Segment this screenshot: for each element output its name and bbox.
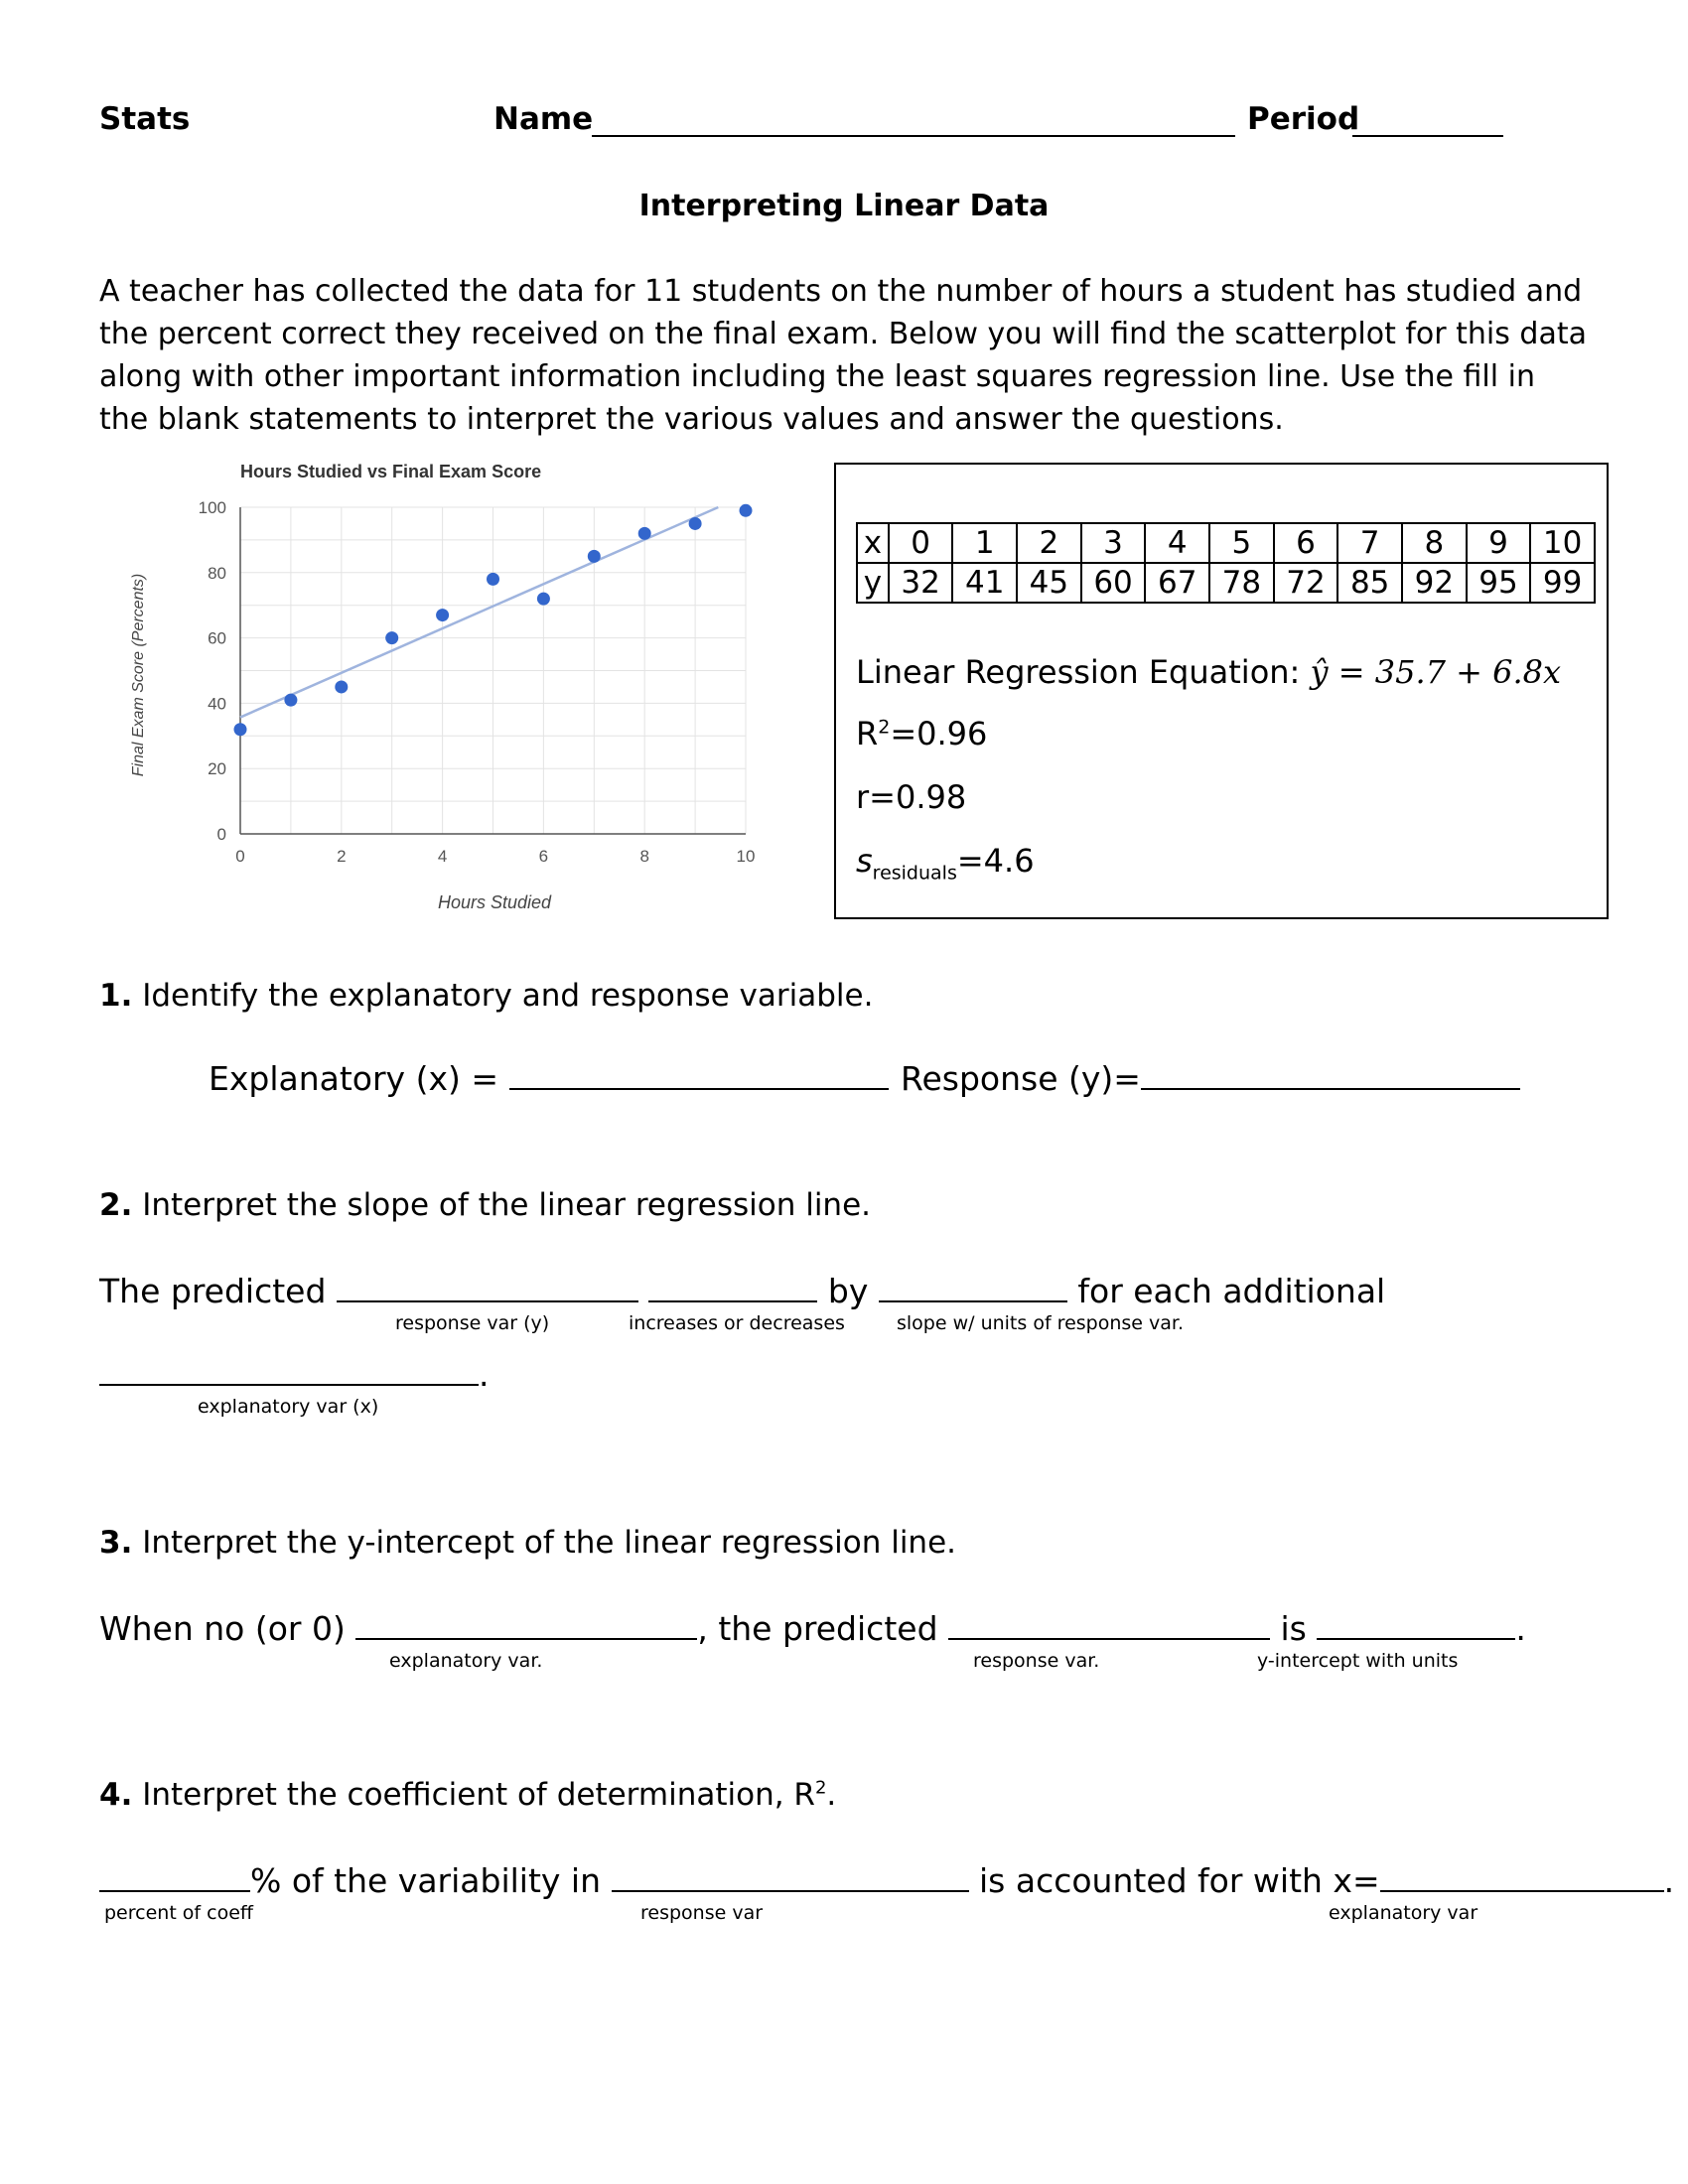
x-tick-label: 0	[235, 847, 245, 866]
y-tick-label: 60	[208, 628, 226, 648]
x-axis-label: Hours Studied	[437, 892, 552, 912]
q2-line-1	[99, 1271, 1385, 1310]
table-y-cell: 32	[889, 563, 953, 603]
residual-sd	[856, 842, 1035, 884]
table-y-cell: 92	[1402, 563, 1467, 603]
q4-superscript: 2	[814, 1777, 827, 1799]
data-box	[834, 463, 1609, 919]
table-y-cell: 99	[1530, 563, 1595, 603]
name-blank[interactable]	[592, 105, 1235, 137]
y-tick-label: 20	[208, 759, 226, 779]
table-y-cell: 72	[1274, 563, 1338, 603]
q1-response-line	[901, 1058, 1520, 1098]
table-x-cell: 9	[1467, 523, 1531, 563]
table-y-cell: 95	[1467, 563, 1531, 603]
q3-response-blank[interactable]	[948, 1608, 1270, 1640]
q3-text: Interpret the y-intercept of the linear regression line.	[142, 1525, 957, 1561]
table-x-cell: 5	[1209, 523, 1274, 563]
data-table	[856, 522, 1596, 604]
q3-explanatory-blank[interactable]	[355, 1608, 697, 1640]
q2-part2: by	[827, 1272, 869, 1310]
table-x-cell: 7	[1337, 523, 1402, 563]
q3-end: .	[1515, 1609, 1526, 1648]
table-y-cell: 60	[1081, 563, 1146, 603]
table-x-cell: 0	[889, 523, 953, 563]
response-blank[interactable]	[1141, 1058, 1520, 1090]
scatter-chart	[117, 452, 792, 923]
q4-explanatory-blank[interactable]	[1380, 1860, 1664, 1892]
q3-caption-explanatory: explanatory var.	[389, 1650, 543, 1672]
x-tick-label: 4	[437, 847, 448, 866]
q3-caption-intercept: y-intercept with units	[1257, 1650, 1459, 1672]
q3-part3: is	[1280, 1609, 1307, 1648]
q4-end: .	[1663, 1861, 1675, 1900]
x-row	[857, 523, 1595, 563]
x-tick-label: 10	[736, 847, 756, 866]
name-label: Name	[493, 101, 594, 137]
q3-part2: , the predicted	[697, 1609, 938, 1648]
x-tick-label: 2	[337, 847, 347, 866]
table-x-cell: 2	[1017, 523, 1081, 563]
table-y-cell: 67	[1145, 563, 1209, 603]
s-value: =4.6	[956, 842, 1035, 880]
q3-number: 3.	[99, 1525, 133, 1561]
q2-part1: The predicted	[99, 1272, 327, 1310]
q4-part2: is accounted for with x=	[979, 1861, 1380, 1900]
correlation-r: r=0.98	[856, 778, 967, 816]
q4-line	[99, 1860, 1674, 1900]
s-symbol: s	[856, 842, 873, 880]
question-3	[99, 1525, 956, 1561]
q1-text: Identify the explanatory and response variable.	[142, 978, 874, 1014]
data-point	[436, 609, 449, 621]
q4-part1: % of the variability in	[250, 1861, 601, 1900]
equation-label: Linear Regression Equation:	[856, 653, 1301, 691]
q4-percent-blank[interactable]	[99, 1860, 250, 1892]
data-point	[588, 550, 601, 563]
r-squared	[856, 715, 987, 752]
table-x-cell: 3	[1081, 523, 1146, 563]
course-label: Stats	[99, 101, 191, 137]
explanatory-blank[interactable]	[509, 1058, 889, 1090]
q2-number: 2.	[99, 1187, 133, 1223]
table-y-cell: 85	[1337, 563, 1402, 603]
q2-line-2	[99, 1354, 490, 1394]
q1-number: 1.	[99, 978, 133, 1014]
intro-paragraph: A teacher has collected the data for 11 students on the number of hours a student has studied and the percent correct they received on the final exam. Below you will find the scatterplot for this data along with other important information including the least squares regression line. Use the fill in the blank statements to interpret the various values and answer the questions.	[99, 274, 1588, 437]
table-y-header: y	[857, 563, 889, 603]
y-tick-labels	[199, 498, 226, 844]
equation-value: ŷ = 35.7 + 6.8x	[1310, 653, 1562, 691]
q3-caption-response: response var.	[973, 1650, 1100, 1672]
page-title: Interpreting Linear Data	[638, 189, 1050, 223]
r2-superscript: 2	[878, 716, 891, 739]
q2-caption-slope: slope w/ units of response var.	[897, 1312, 1185, 1334]
data-point	[740, 504, 753, 517]
y-tick-label: 100	[198, 498, 226, 517]
question-1	[99, 978, 873, 1014]
table-x-cell: 4	[1145, 523, 1209, 563]
r2-prefix: R	[856, 715, 879, 752]
data-point	[537, 593, 550, 606]
q4-response-blank[interactable]	[612, 1860, 969, 1892]
explanatory-label: Explanatory (x) =	[209, 1059, 498, 1098]
table-x-cell: 8	[1402, 523, 1467, 563]
q3-part1: When no (or 0)	[99, 1609, 346, 1648]
response-label: Response (y)=	[901, 1059, 1141, 1098]
q2-caption-incdec: increases or decreases	[629, 1312, 845, 1334]
q4-number: 4.	[99, 1777, 133, 1813]
table-x-cell: 6	[1274, 523, 1338, 563]
q3-line	[99, 1608, 1526, 1648]
table-y-cell: 78	[1209, 563, 1274, 603]
question-4	[99, 1777, 836, 1813]
table-x-cell: 10	[1530, 523, 1595, 563]
q2-caption-explanatory: explanatory var (x)	[198, 1396, 379, 1418]
table-y-cell: 45	[1017, 563, 1081, 603]
regression-equation	[856, 653, 1561, 691]
q2-response-blank[interactable]	[337, 1271, 638, 1302]
data-point	[335, 680, 348, 693]
data-point	[689, 517, 702, 530]
q2-slope-blank[interactable]	[879, 1271, 1067, 1302]
s-subscript: residuals	[872, 862, 957, 885]
data-point	[234, 723, 247, 736]
chart-title: Hours Studied vs Final Exam Score	[240, 462, 542, 481]
y-tick-label: 80	[208, 563, 226, 583]
y-axis-label: Final Exam Score (Percents)	[130, 573, 147, 777]
period-label: Period	[1247, 101, 1360, 137]
question-2	[99, 1187, 871, 1223]
table-x-cell: 1	[952, 523, 1017, 563]
q4-caption-response: response var	[640, 1902, 764, 1924]
data-point	[487, 573, 499, 586]
y-row	[857, 563, 1595, 603]
x-tick-label: 8	[639, 847, 649, 866]
x-tick-labels	[235, 847, 755, 866]
q4-text: Interpret the coefficient of determination, R	[142, 1777, 815, 1813]
data-point	[284, 694, 297, 707]
table-y-cell: 41	[952, 563, 1017, 603]
period-blank[interactable]	[1352, 105, 1503, 137]
q2-text: Interpret the slope of the linear regression line.	[142, 1187, 872, 1223]
q2-caption-response: response var (y)	[395, 1312, 550, 1334]
r2-value: =0.96	[890, 715, 988, 752]
data-point	[385, 631, 398, 644]
data-point	[638, 527, 651, 540]
q4-caption-explanatory: explanatory var	[1329, 1902, 1478, 1924]
q4-caption-percent: percent of coeff	[104, 1902, 254, 1924]
x-tick-label: 6	[538, 847, 549, 866]
y-tick-label: 0	[216, 825, 226, 844]
chart-grid	[240, 507, 746, 834]
q1-explanatory-line	[209, 1058, 889, 1098]
q2-end: .	[479, 1355, 490, 1394]
table-x-header: x	[857, 523, 889, 563]
q2-incdec-blank[interactable]	[648, 1271, 817, 1302]
q2-explanatory-blank[interactable]	[99, 1354, 479, 1386]
q4-text-end: .	[826, 1777, 837, 1813]
y-tick-label: 40	[208, 694, 226, 714]
q3-intercept-blank[interactable]	[1317, 1608, 1515, 1640]
q2-part3: for each additional	[1077, 1272, 1386, 1310]
